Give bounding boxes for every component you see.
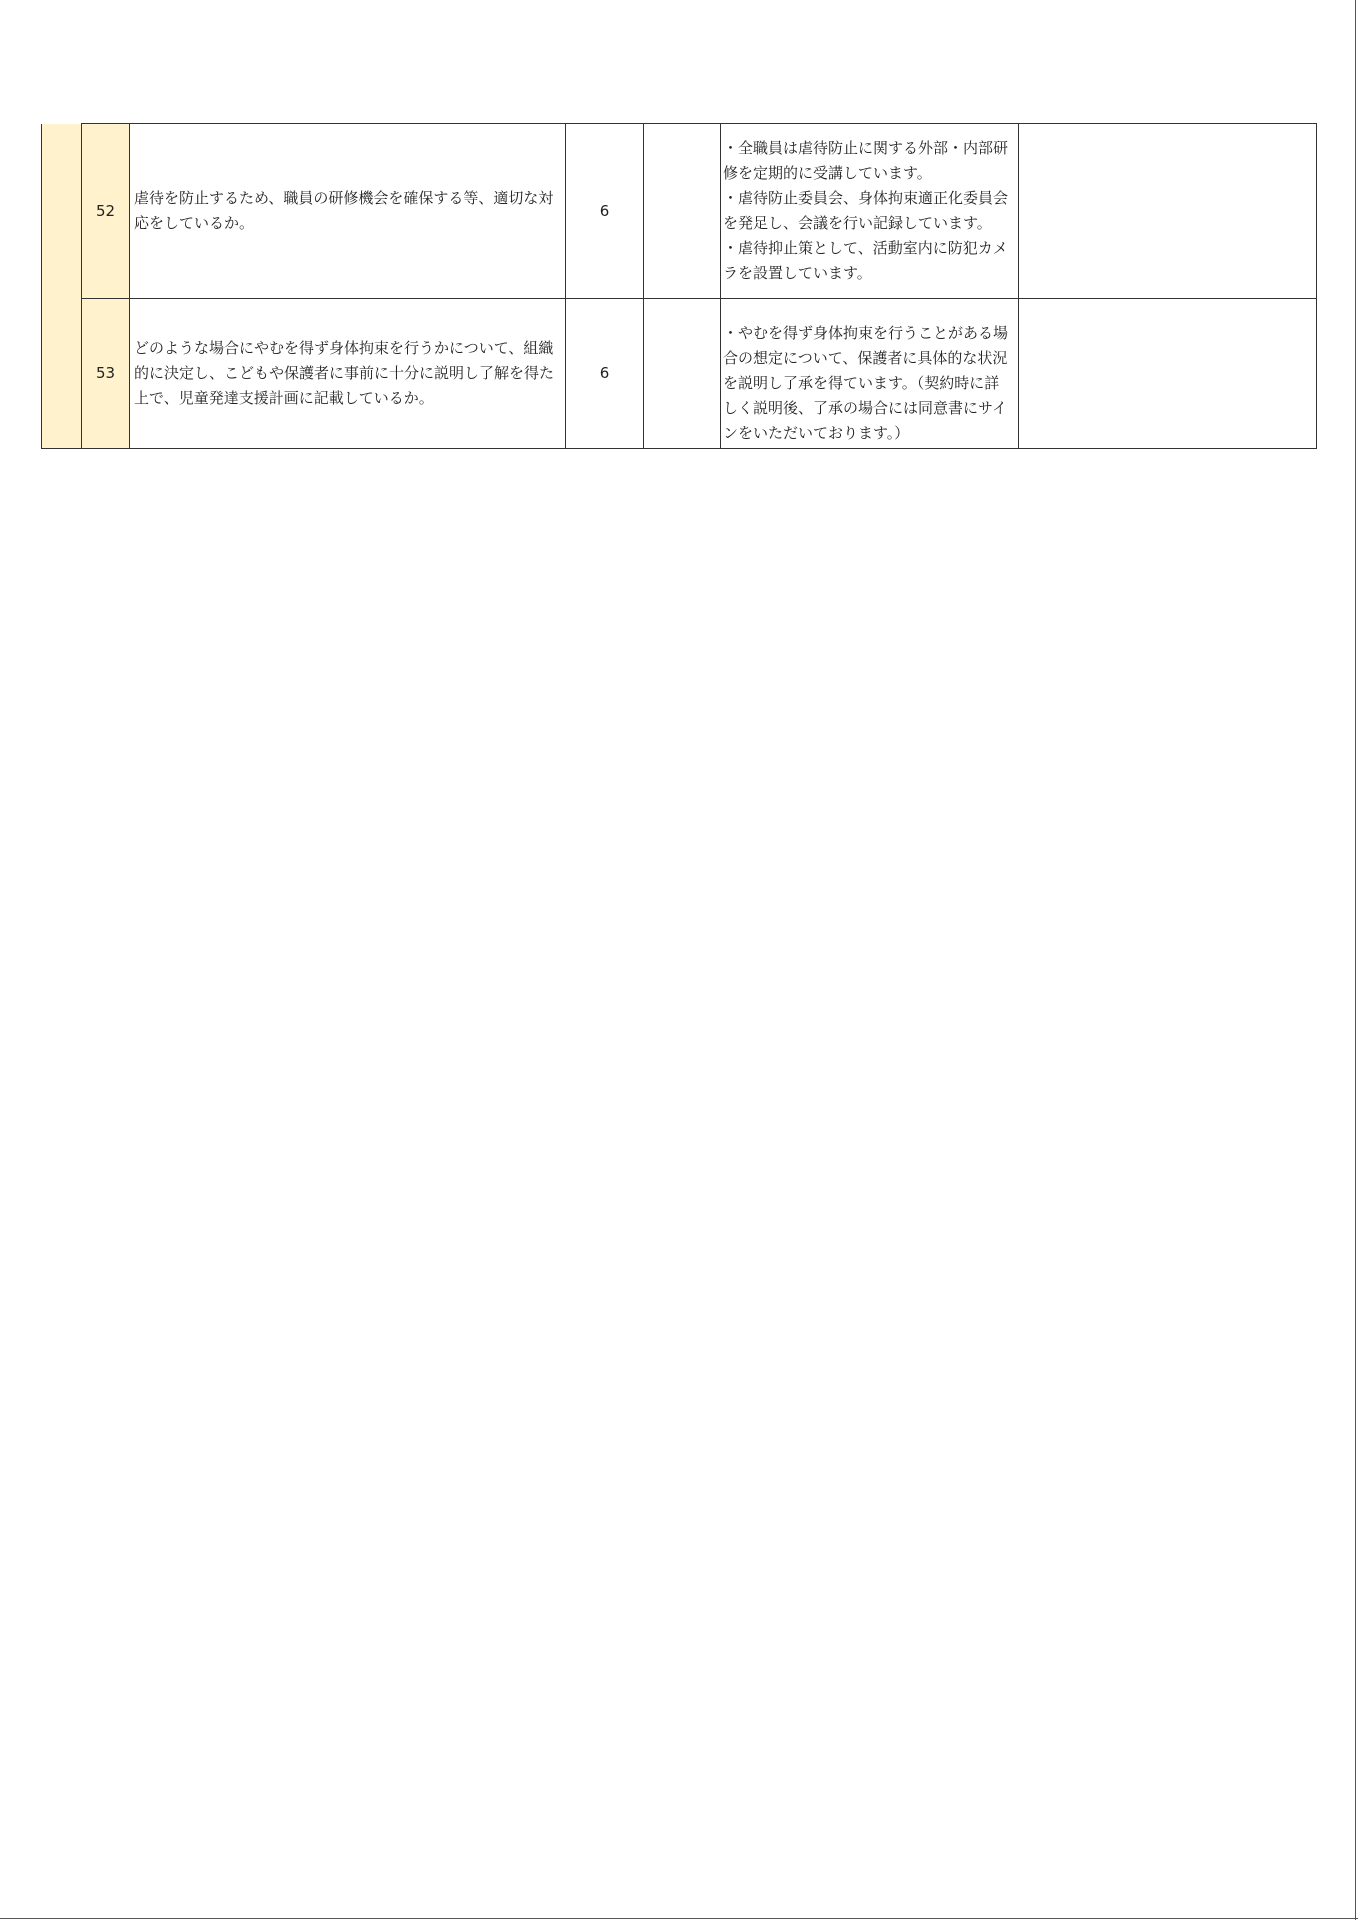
page-bottom-border bbox=[0, 1918, 1358, 1919]
question-cell: どのような場合にやむを得ず身体拘束を行うかについて、組織的に決定し、こどもや保護者に事前に十分に説明し了解を得た上で、児童発達支援計画に記載しているか。 bbox=[130, 299, 566, 449]
comment-cell bbox=[721, 124, 1019, 299]
score-yes-cell: 6 bbox=[566, 299, 644, 449]
score-yes-cell: 6 bbox=[566, 124, 644, 299]
comment-cell bbox=[721, 299, 1019, 449]
question-cell: 虐待を防止するため、職員の研修機会を確保する等、適切な対応をしているか。 bbox=[130, 124, 566, 299]
comment-line: を発足し、会議を行い記録しています。 bbox=[723, 214, 992, 232]
evaluation-table bbox=[41, 123, 1317, 449]
comment-line: ・全職員は虐待防止に関する外部・内部研 bbox=[723, 139, 1009, 157]
comment-line: 修を定期的に受講しています。 bbox=[723, 164, 932, 182]
comment-line: ・やむを得ず身体拘束を行うことがある場 bbox=[723, 324, 1009, 342]
comment-line: ラを設置しています。 bbox=[723, 264, 872, 282]
score-no-cell bbox=[644, 299, 721, 449]
comment-line: しく説明後、了承の場合には同意書にサイ bbox=[723, 399, 1007, 417]
score-no-cell bbox=[644, 124, 721, 299]
table-row-53 bbox=[42, 299, 1317, 449]
table-row-52 bbox=[42, 124, 1317, 299]
comment-line: ・虐待抑止策として、活動室内に防犯カメ bbox=[723, 239, 1008, 257]
comment-line: 合の想定について、保護者に具体的な状況 bbox=[723, 349, 1008, 367]
comment-line: ・虐待防止委員会、身体拘束適正化委員会 bbox=[723, 189, 1009, 207]
comment-line: ンをいただいております。） bbox=[723, 424, 910, 442]
comment-line: を説明し了承を得ています。（契約時に詳 bbox=[723, 374, 1000, 392]
category-cell bbox=[42, 124, 82, 449]
improvement-cell bbox=[1019, 124, 1317, 299]
page-right-border bbox=[1355, 0, 1356, 1920]
improvement-cell bbox=[1019, 299, 1317, 449]
item-number-cell: 52 bbox=[82, 124, 130, 299]
item-number-cell: 53 bbox=[82, 299, 130, 449]
